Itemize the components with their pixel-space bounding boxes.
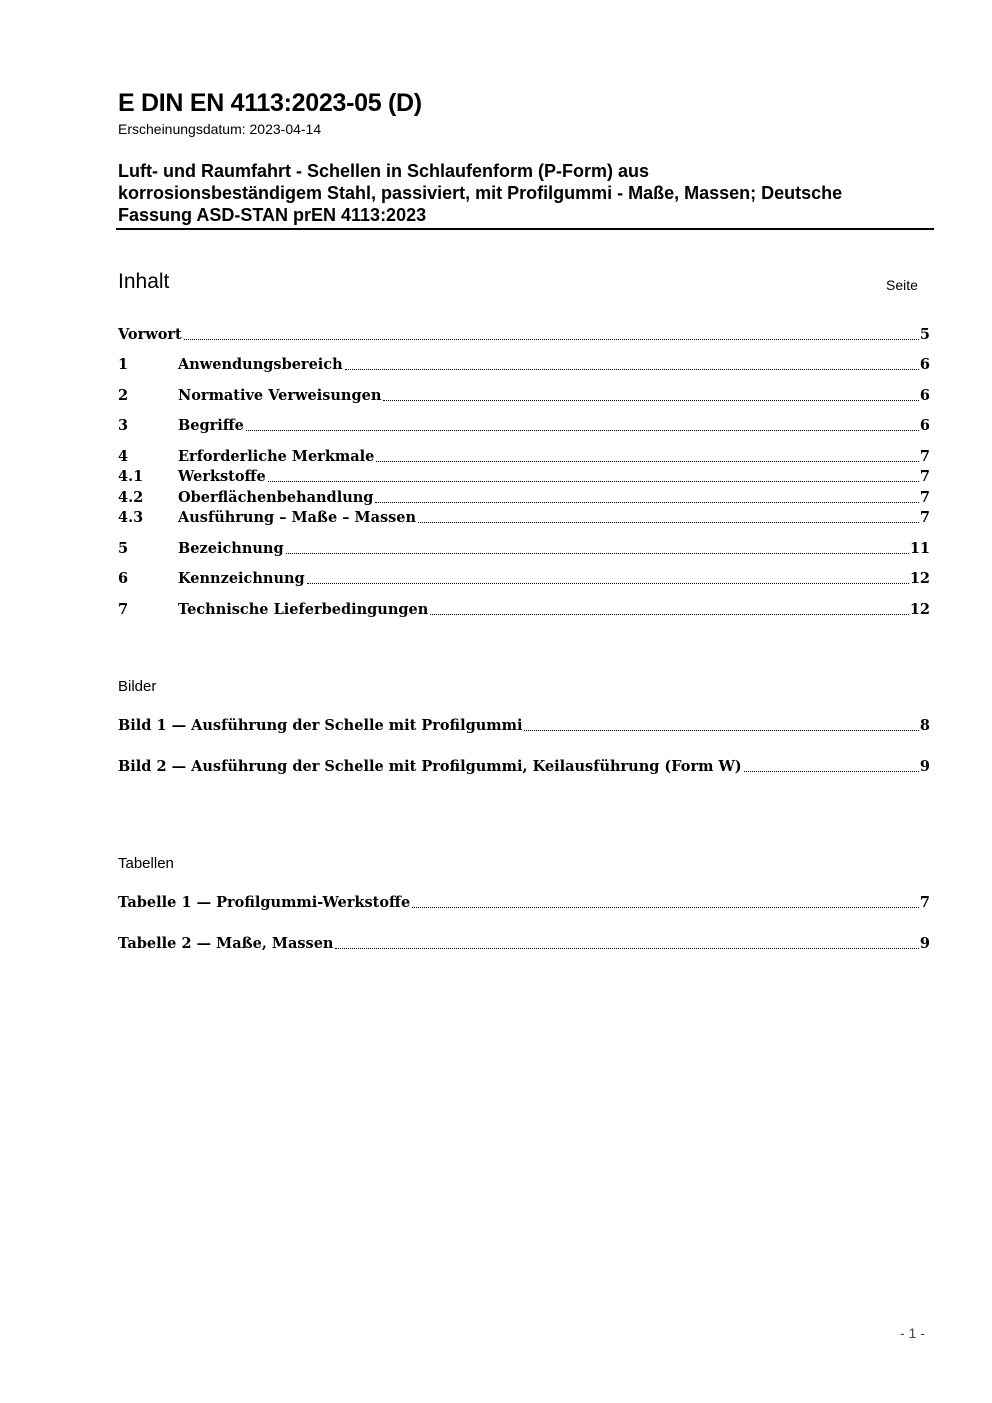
toc-entry-4-2[interactable]	[118, 488, 930, 508]
toc-leader-dots	[286, 553, 909, 554]
document-title: E DIN EN 4113:2023-05 (D)	[118, 89, 422, 117]
toc-entry-text: Begriffe	[178, 417, 244, 434]
table-entry-2[interactable]	[118, 934, 930, 954]
toc-leader-dots	[268, 481, 919, 482]
figures-heading: Bilder	[118, 678, 157, 695]
toc-entry-text: Tabelle 1 — Profilgummi-Werkstoffe	[118, 894, 411, 911]
toc-entry-7[interactable]	[118, 600, 930, 620]
toc-entry-2[interactable]	[118, 386, 930, 406]
toc-leader-dots	[246, 430, 919, 431]
toc-entry-text: Anwendungsbereich	[178, 356, 343, 373]
toc-entry-text: Ausführung – Maße – Massen	[178, 509, 417, 526]
toc-entry-number: 4.1	[118, 468, 144, 485]
toc-entry-number: 5	[118, 540, 129, 557]
toc-entry-1[interactable]	[118, 355, 930, 375]
figure-entry-2[interactable]	[118, 757, 930, 777]
toc-entry-text: Kennzeichnung	[178, 570, 305, 587]
title-divider	[116, 228, 934, 230]
toc-entry-text: Technische Lieferbedingungen	[178, 601, 429, 618]
toc-entry-number: 4.3	[118, 509, 144, 526]
toc-entry-page: 7	[919, 894, 930, 911]
toc-leader-dots	[376, 461, 919, 462]
toc-entry-page: 6	[919, 387, 930, 404]
toc-entry-5[interactable]	[118, 539, 930, 559]
toc-entry-number: 2	[118, 387, 129, 404]
toc-leader-dots	[184, 339, 919, 340]
toc-leader-dots	[345, 369, 919, 370]
toc-entry-text: Tabelle 2 — Maße, Massen	[118, 935, 334, 952]
toc-entry-page: 12	[909, 601, 930, 618]
toc-leader-dots	[744, 771, 919, 772]
toc-entry-page: 11	[909, 540, 930, 557]
toc-entry-page: 9	[919, 758, 930, 775]
toc-entry-page: 6	[919, 356, 930, 373]
toc-entry-6[interactable]	[118, 569, 930, 589]
toc-entry-number: 3	[118, 417, 129, 434]
toc-entry-page: 7	[919, 468, 930, 485]
publication-date: Erscheinungsdatum: 2023-04-14	[118, 121, 322, 137]
tables-heading: Tabellen	[118, 855, 174, 872]
toc-entry-text: Bild 1 — Ausführung der Schelle mit Profilgummi	[118, 717, 523, 734]
toc-entry-number: 7	[118, 601, 129, 618]
toc-entry-page: 9	[919, 935, 930, 952]
toc-entry-page: 12	[909, 570, 930, 587]
toc-leader-dots	[430, 614, 909, 615]
toc-entry-4-1[interactable]	[118, 467, 930, 487]
subtitle-line: Fassung ASD-STAN prEN 4113:2023	[118, 205, 427, 225]
toc-entry-vorwort[interactable]	[118, 325, 930, 345]
page-column-label: Seite	[886, 277, 918, 293]
toc-entry-page: 7	[919, 489, 930, 506]
toc-entry-text: Normative Verweisungen	[178, 387, 382, 404]
toc-entry-number: 4.2	[118, 489, 144, 506]
document-subtitle	[118, 160, 938, 226]
toc-leader-dots	[375, 502, 918, 503]
toc-leader-dots	[335, 948, 918, 949]
toc-entry-text: Werkstoffe	[178, 468, 266, 485]
toc-entry-4[interactable]	[118, 447, 930, 467]
subtitle-line: Luft- und Raumfahrt - Schellen in Schlaufenform (P-Form) aus	[118, 161, 650, 181]
toc-heading: Inhalt	[118, 270, 170, 293]
toc-entry-number: 6	[118, 570, 129, 587]
toc-entry-text: Erforderliche Merkmale	[178, 448, 375, 465]
toc-entry-page: 6	[919, 417, 930, 434]
toc-entry-text: Oberflächenbehandlung	[178, 489, 374, 506]
toc-leader-dots	[383, 400, 919, 401]
toc-entry-number: 4	[118, 448, 129, 465]
toc-entry-page: 5	[919, 326, 930, 343]
toc-leader-dots	[418, 522, 919, 523]
page-number: - 1 -	[900, 1325, 925, 1341]
toc-entry-text: Bild 2 — Ausführung der Schelle mit Profilgummi, Keilausführung (Form W)	[118, 758, 742, 775]
toc-leader-dots	[307, 583, 909, 584]
toc-leader-dots	[412, 907, 919, 908]
subtitle-line: korrosionsbeständigem Stahl, passiviert, mit Profilgummi - Maße, Massen; Deutsche	[118, 183, 843, 203]
toc-entry-text: Vorwort	[118, 326, 182, 343]
toc-entry-4-3[interactable]	[118, 508, 930, 528]
toc-entry-number: 1	[118, 356, 129, 373]
toc-leader-dots	[524, 730, 918, 731]
toc-entry-page: 7	[919, 509, 930, 526]
figure-entry-1[interactable]	[118, 716, 930, 736]
toc-entry-page: 8	[919, 717, 930, 734]
toc-entry-3[interactable]	[118, 416, 930, 436]
toc-entry-page: 7	[919, 448, 930, 465]
table-entry-1[interactable]	[118, 893, 930, 913]
toc-entry-text: Bezeichnung	[178, 540, 284, 557]
